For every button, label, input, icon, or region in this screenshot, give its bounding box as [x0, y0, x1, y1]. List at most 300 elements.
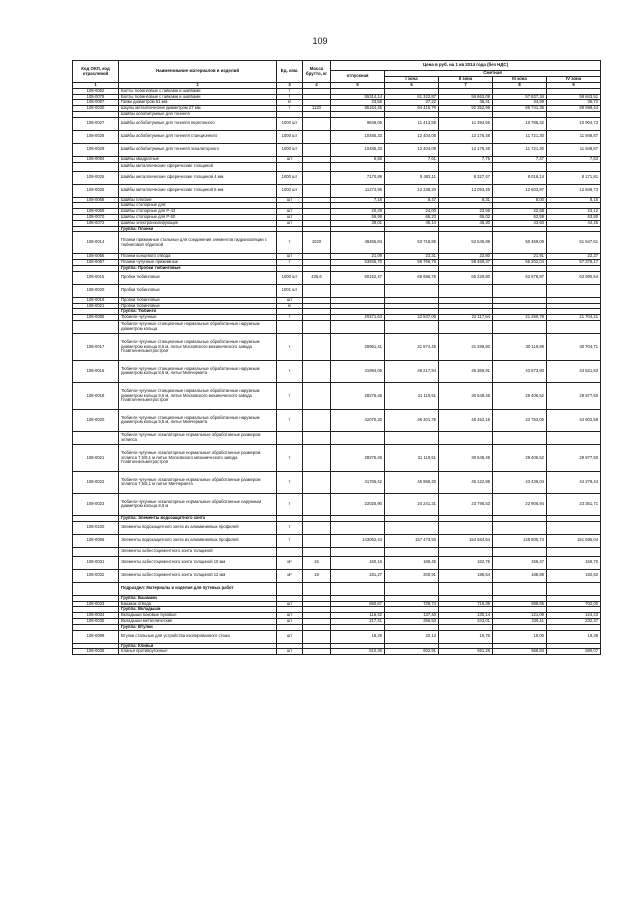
cell-name: Шайбы стопорные для:	[119, 203, 277, 209]
cell-zone-1-price: 66,23	[385, 214, 439, 220]
table-row	[73, 521, 601, 534]
cell-code: 108-0099	[73, 630, 119, 643]
cell-zone-4-price: 58 843,51	[547, 94, 601, 100]
cell-zone-1-price: 31 119,51	[385, 444, 439, 471]
cell-zone-3-price: 43 753,05	[493, 409, 547, 431]
cell-code: 108-0021	[73, 303, 119, 309]
cell-unit	[277, 320, 303, 333]
cell-zone-2-price	[439, 582, 493, 595]
cell-release-price: 10485,33	[331, 130, 385, 143]
cell-zone-3-price: 12 603,97	[493, 184, 547, 197]
cell-mass	[303, 534, 331, 547]
cell-zone-1-price: 31 874,45	[385, 333, 439, 360]
cell-zone-2-price: 22 117,64	[439, 315, 493, 321]
cell-zone-4-price	[547, 521, 601, 534]
cell-zone-4-price	[547, 547, 601, 556]
cell-name: Гайки диаметром 51 мм	[119, 100, 277, 106]
cell-zone-3-price: 188,89	[493, 569, 547, 582]
cell-mass	[303, 320, 331, 333]
header-mass: Масса брутто, кг	[303, 61, 331, 83]
cell-zone-3-price: 62 678,87	[493, 271, 547, 284]
cell-zone-3-price	[493, 162, 547, 171]
cell-zone-2-price: 591,28	[439, 649, 493, 655]
cell-code: 108-0069	[73, 209, 119, 215]
cell-zone-1-price: 13 338,20	[385, 184, 439, 197]
cell-zone-3-price	[493, 431, 547, 444]
cell-zone-2-price: 12 176,48	[439, 143, 493, 156]
cell-release-price: 28961,41	[331, 333, 385, 360]
section-row	[73, 582, 601, 595]
cell-zone-3-price: 29 406,52	[493, 444, 547, 471]
cell-release-price	[331, 582, 385, 595]
cell-zone-2-price: 715,39	[439, 601, 493, 607]
cell-release-price: 42070,20	[331, 409, 385, 431]
cell-zone-3-price: 121,09	[493, 613, 547, 619]
cell-zone-1-price: 31 119,51	[385, 382, 439, 409]
cell-zone-4-price: 232,37	[547, 618, 601, 624]
cell-unit: т	[277, 444, 303, 471]
cell-zone-3-price: 50 469,09	[493, 232, 547, 254]
cell-zone-3-price	[493, 521, 547, 534]
table-row	[73, 130, 601, 143]
cell-zone-2-price: 52 545,89	[439, 232, 493, 254]
cell-code: 108-0072	[73, 220, 119, 226]
cell-code: 108-0018	[73, 382, 119, 409]
cell-zone-3-price	[493, 284, 547, 297]
cell-name: Группа: Вкладыши	[119, 607, 277, 613]
cell-zone-4-price: 159,70	[547, 556, 601, 569]
cell-zone-1-price: 256,53	[385, 618, 439, 624]
cell-release-price: 53936,70	[331, 260, 385, 266]
table-row	[73, 271, 601, 284]
cell-zone-4-price: 29 977,50	[547, 444, 601, 471]
cell-unit: т	[277, 106, 303, 112]
column-number: 8	[493, 83, 547, 89]
cell-zone-3-price: 11 721,30	[493, 130, 547, 143]
table-row	[73, 184, 601, 197]
cell-zone-1-price: 166,45	[385, 556, 439, 569]
cell-name: Шайбы асбобитумные для тоннеля эскалаторного	[119, 143, 277, 156]
cell-code: 108-0028	[73, 130, 119, 143]
cell-mass	[303, 117, 331, 130]
cell-code: 108-0019	[73, 297, 119, 303]
cell-code: 108-0078	[73, 94, 119, 100]
cell-zone-1-price: 23,31	[385, 254, 439, 260]
cell-name: Пробки тюбинговые	[119, 284, 277, 297]
cell-zone-2-price: 22,80	[439, 254, 493, 260]
table-body	[73, 88, 601, 654]
cell-zone-4-price: 8 171,81	[547, 171, 601, 184]
cell-zone-2-price: 13 093,45	[439, 184, 493, 197]
cell-code: 108-0017	[73, 333, 119, 360]
cell-unit: т	[277, 260, 303, 266]
cell-unit: шт	[277, 156, 303, 162]
cell-name: Группа: Клинья	[119, 643, 277, 649]
cell-release-price: 7,18	[331, 197, 385, 203]
cell-zone-3-price: 148 805,74	[493, 534, 547, 547]
cell-zone-3-price: 43 436,04	[493, 471, 547, 493]
cell-name: Тюбинги чугунные эскалаторные нормальные обработанные наружным диаметром кольца 8,5 м	[119, 493, 277, 515]
table-row	[73, 320, 601, 333]
cell-zone-3-price: 10 785,32	[493, 117, 547, 130]
cell-unit: 1000 шт	[277, 184, 303, 197]
cell-zone-3-price	[493, 547, 547, 556]
cell-release-price	[331, 320, 385, 333]
cell-zone-1-price: 94 415,79	[385, 106, 439, 112]
header-zone-4: IV зона	[547, 77, 601, 83]
cell-name: Тюбинги чугунные эскалаторные нормальные обработанные размером эллипса 7,5/8,1 м литье Московского механического завода Главтоннельметростроя	[119, 444, 277, 471]
cell-zone-4-price: 51 547,61	[547, 232, 601, 254]
cell-unit: шт	[277, 613, 303, 619]
cell-release-price: 11274,95	[331, 184, 385, 197]
table-row	[73, 117, 601, 130]
cell-code	[73, 320, 119, 333]
cell-name: Группа: Тюбинги	[119, 309, 277, 315]
table-row	[73, 493, 601, 515]
column-number: 2	[119, 83, 277, 89]
cell-zone-4-price: 8,15	[547, 197, 601, 203]
cell-zone-3-price: 156,47	[493, 556, 547, 569]
cell-zone-4-price: 7,63	[547, 156, 601, 162]
cell-zone-4-price: 11 948,87	[547, 143, 601, 156]
cell-name: Шайбы асбобитумные для тоннеля	[119, 111, 277, 117]
cell-unit: т	[277, 232, 303, 254]
cell-zone-3-price: 7,47	[493, 156, 547, 162]
cell-code: 108-0016	[73, 360, 119, 382]
cell-code: 108-0056	[73, 534, 119, 547]
cell-name: Группа: Башмаки	[119, 595, 277, 601]
cell-zone-4-price: 10 904,73	[547, 117, 601, 130]
cell-unit: 1000 шт	[277, 130, 303, 143]
cell-zone-4-price: 89 598,44	[547, 106, 601, 112]
cell-unit: шт	[277, 197, 303, 203]
cell-zone-2-price: 196,54	[439, 569, 493, 582]
cell-release-price: 55314,14	[331, 94, 385, 100]
cell-zone-1-price: 66 686,78	[385, 271, 439, 284]
cell-zone-2-price: 45 452,19	[439, 409, 493, 431]
cell-code: 108-0023	[73, 493, 119, 515]
cell-zone-2-price	[439, 162, 493, 171]
cell-zone-4-price: 63,80	[547, 214, 601, 220]
cell-code: 108-0062	[73, 88, 119, 94]
cell-name: Группа: Втулки	[119, 624, 277, 630]
cell-zone-1-price: 12 404,08	[385, 130, 439, 143]
cell-zone-4-price: 23 351,71	[547, 493, 601, 515]
cell-name: Элементы асбестоцементного зонта толщиной 12 мм	[119, 569, 277, 582]
cell-name: Тюбинги чугунные станционные нормальные обработанные наружным диаметром кольца	[119, 320, 277, 333]
header-zone-3: III зона	[493, 77, 547, 83]
cell-zone-4-price	[547, 320, 601, 333]
cell-mass	[303, 184, 331, 197]
cell-unit: т	[277, 493, 303, 515]
cell-name: Шайбы квадратные	[119, 156, 277, 162]
price-table-container	[72, 60, 600, 655]
cell-zone-4-price: 192,82	[547, 569, 601, 582]
cell-release-price: 33,58	[331, 100, 385, 106]
cell-zone-2-price	[439, 547, 493, 556]
cell-code: 108-0067	[73, 260, 119, 266]
cell-name: Планки чугунные прижимные	[119, 260, 277, 266]
cell-unit: шт	[277, 297, 303, 303]
cell-name: Шкулы металлические диаметром 27 мм	[119, 106, 277, 112]
cell-mass	[303, 471, 331, 493]
cell-unit: т	[277, 315, 303, 321]
cell-zone-1-price	[385, 547, 439, 556]
cell-mass: 16	[303, 556, 331, 569]
cell-mass	[303, 360, 331, 382]
cell-mass	[303, 171, 331, 184]
cell-release-price: 150,16	[331, 556, 385, 569]
cell-code: 108-0036	[73, 649, 119, 655]
cell-unit: 1001 шт	[277, 284, 303, 297]
cell-release-price: 217,41	[331, 618, 385, 624]
cell-unit: шт	[277, 630, 303, 643]
cell-zone-1-price: 46,14	[385, 220, 439, 226]
cell-zone-2-price	[439, 521, 493, 534]
cell-zone-4-price: 29 977,50	[547, 382, 601, 409]
cell-zone-3-price: 568,84	[493, 649, 547, 655]
cell-mass	[303, 521, 331, 534]
cell-zone-2-price: 65 229,80	[439, 271, 493, 284]
cell-zone-2-price: 65,02	[439, 214, 493, 220]
cell-zone-1-price: 7,61	[385, 156, 439, 162]
cell-zone-1-price: 8 483,11	[385, 171, 439, 184]
cell-zone-3-price: 11 721,30	[493, 143, 547, 156]
cell-mass	[303, 582, 331, 595]
cell-code: 108-0029	[73, 143, 119, 156]
cell-name: Тюбинги чугунные станционные нормальные обработанные наружным диаметром кольца 8,5 м, литье Московского механического завода Главтоннельметростроя	[119, 333, 277, 360]
cell-release-price: 650,67	[331, 601, 385, 607]
cell-release-price: 510,36	[331, 649, 385, 655]
column-number: 1	[73, 83, 119, 89]
cell-zone-4-price: 12 848,73	[547, 184, 601, 197]
cell-unit: шт	[277, 220, 303, 226]
cell-zone-2-price	[439, 284, 493, 297]
cell-unit: т	[277, 360, 303, 382]
cell-zone-2-price: 23,56	[439, 209, 493, 215]
cell-zone-2-price: 58 469,37	[439, 260, 493, 266]
cell-mass: 1020	[303, 232, 331, 254]
cell-mass	[303, 431, 331, 444]
cell-zone-1-price: 22 537,06	[385, 315, 439, 321]
cell-zone-4-price: 19,38	[547, 630, 601, 643]
cell-code: 108-0014	[73, 232, 119, 254]
cell-zone-1-price: 200,91	[385, 569, 439, 582]
cell-name: Пробки тюбинговые	[119, 303, 277, 309]
cell-mass	[303, 333, 331, 360]
cell-zone-4-price: 580,07	[547, 649, 601, 655]
cell-unit: кг	[277, 100, 303, 106]
cell-zone-2-price: 31 289,60	[439, 333, 493, 360]
cell-name: Элементы асбестоцементного зонта толщиной 10 мм	[119, 556, 277, 569]
column-number: 7	[439, 83, 493, 89]
cell-zone-4-price: 702,00	[547, 601, 601, 607]
cell-name: Элементы водозащитного зонта из алюминиевых профилей	[119, 534, 277, 547]
cell-release-price	[331, 547, 385, 556]
cell-name: Шайбы стопорные для Р-50	[119, 214, 277, 220]
table-row	[73, 284, 601, 297]
cell-name: Шайбы металлические сферические толщиной 4 мм	[119, 171, 277, 184]
cell-unit: т	[277, 534, 303, 547]
cell-code: 108-0021	[73, 444, 119, 471]
cell-mass	[303, 630, 331, 643]
cell-code: 108-0020	[73, 284, 119, 297]
cell-code: 108-0068	[73, 197, 119, 203]
cell-zone-4-price: 124,43	[547, 613, 601, 619]
cell-zone-4-price: 23,12	[547, 209, 601, 215]
cell-zone-4-price	[547, 162, 601, 171]
cell-zone-1-price: 8,47	[385, 197, 439, 203]
cell-release-price: 20,29	[331, 209, 385, 215]
cell-mass: 19	[303, 569, 331, 582]
cell-code: 108-0031	[73, 556, 119, 569]
cell-release-price: 28275,48	[331, 444, 385, 471]
cell-name: Планки концевого отвода	[119, 254, 277, 260]
cell-zone-3-price	[493, 582, 547, 595]
cell-name: Шайбы металлические сферические толщиной 6 мм	[119, 184, 277, 197]
cell-zone-4-price: 151 695,04	[547, 534, 601, 547]
cell-unit: шт	[277, 209, 303, 215]
cell-zone-4-price: 44,45	[547, 220, 601, 226]
cell-release-price: 6,58	[331, 156, 385, 162]
cell-name: Шайбы электроизолирующие	[119, 220, 277, 226]
cell-code: 108-0025	[73, 171, 119, 184]
cell-zone-3-price: 21 290,78	[493, 315, 547, 321]
header-zone-2: II зона	[439, 77, 493, 83]
cell-unit: 1000 шт	[277, 271, 303, 284]
cell-zone-3-price: 8 016,14	[493, 171, 547, 184]
cell-zone-1-price: 728,74	[385, 601, 439, 607]
cell-zone-2-price: 19,76	[439, 630, 493, 643]
cell-release-price: 21,09	[331, 254, 385, 260]
cell-name: Пробки тюбинговые	[119, 271, 277, 284]
cell-zone-2-price: 30 548,48	[439, 444, 493, 471]
cell-zone-1-price	[385, 582, 439, 595]
table-row	[73, 444, 601, 471]
cell-unit	[277, 162, 303, 171]
cell-zone-2-price: 23 796,53	[439, 493, 493, 515]
cell-name: Тюбинги чугунные станционные нормальные обработанные наружным диаметром кольца 8,5 м, литье Минчермета	[119, 360, 277, 382]
page-number: 109	[312, 36, 328, 46]
cell-zone-2-price	[439, 431, 493, 444]
cell-code	[73, 582, 119, 595]
cell-zone-1-price	[385, 162, 439, 171]
cell-release-price: 28275,48	[331, 382, 385, 409]
table-row	[73, 547, 601, 556]
cell-unit: 1000 шт	[277, 171, 303, 184]
header-code: Код ОКП, код отраслевой	[73, 61, 119, 83]
table-row	[73, 360, 601, 382]
cell-zone-2-price: 30 548,48	[439, 382, 493, 409]
cell-code: 108-0030	[73, 106, 119, 112]
cell-unit: т	[277, 333, 303, 360]
column-number: 3	[277, 83, 303, 89]
header-release-price: отпускная	[331, 71, 385, 83]
cell-name: Шайбы металлические сферические толщиной	[119, 162, 277, 171]
cell-zone-2-price: 45 369,91	[439, 360, 493, 382]
cell-zone-2-price: 45,30	[439, 220, 493, 226]
cell-zone-3-price: 57 837,34	[493, 94, 547, 100]
cell-name: Вкладыши металлические	[119, 618, 277, 624]
cell-zone-1-price: 24,00	[385, 209, 439, 215]
cell-zone-1-price: 12 404,08	[385, 143, 439, 156]
cell-code: 108-0020	[73, 409, 119, 431]
cell-zone-3-price: 29 406,52	[493, 382, 547, 409]
cell-zone-4-price: 35,72	[547, 100, 601, 106]
cell-zone-4-price: 44 521,83	[547, 360, 601, 382]
cell-unit	[277, 582, 303, 595]
cell-mass: 1120	[303, 106, 331, 112]
cell-code: 108-0027	[73, 117, 119, 130]
cell-zone-2-price: 36,41	[439, 100, 493, 106]
cell-name: Болты тюбинговые с гайками и шайбами	[119, 94, 277, 100]
cell-zone-3-price: 21,91	[493, 254, 547, 260]
cell-zone-2-price: 12 176,48	[439, 130, 493, 143]
cell-zone-2-price: 7,75	[439, 156, 493, 162]
table-row	[73, 556, 601, 569]
cell-release-price: 60152,47	[331, 271, 385, 284]
cell-unit: т	[277, 409, 303, 431]
cell-release-price: 181,27	[331, 569, 385, 582]
table-row	[73, 143, 601, 156]
cell-release-price: 55,99	[331, 214, 385, 220]
cell-zone-1-price	[385, 320, 439, 333]
cell-name: Шайбы стопорные для Р-43	[119, 209, 277, 215]
cell-release-price	[331, 431, 385, 444]
cell-zone-2-price: 11 394,55	[439, 117, 493, 130]
cell-code: 108-0100	[73, 521, 119, 534]
cell-name: Тюбинги чугунные станционные нормальные обработанные наружным диаметром кольца 9,5 м, литье Минчермета	[119, 409, 277, 431]
cell-mass	[303, 284, 331, 297]
cell-code: 108-0032	[73, 569, 119, 582]
cell-unit	[277, 547, 303, 556]
cell-zone-1-price: 46 217,94	[385, 360, 439, 382]
cell-release-price: 18,29	[331, 630, 385, 643]
cell-zone-1-price	[385, 521, 439, 534]
cell-name: Болты тюбинговые с гайками и шайбами	[119, 88, 277, 94]
cell-zone-1-price: 59 766,79	[385, 260, 439, 266]
cell-zone-2-price: 45 122,88	[439, 471, 493, 493]
cell-zone-1-price: 53 718,85	[385, 232, 439, 254]
cell-unit: т	[277, 471, 303, 493]
cell-name: Тюбинги чугунные эскалаторные нормальные обработанные размером эллипса 7,5/8,1 м литье Минчермета	[119, 471, 277, 493]
cell-name: Башмак отвода	[119, 601, 277, 607]
column-number: 6	[385, 83, 439, 89]
cell-code	[73, 547, 119, 556]
cell-zone-1-price: 20,13	[385, 630, 439, 643]
cell-zone-4-price: 21 704,21	[547, 315, 601, 321]
cell-zone-4-price	[547, 431, 601, 444]
cell-zone-4-price	[547, 284, 601, 297]
cell-zone-3-price: 688,65	[493, 601, 547, 607]
cell-unit: м²	[277, 556, 303, 569]
cell-mass	[303, 493, 331, 515]
cell-unit: м²	[277, 569, 303, 582]
cell-zone-2-price: 8,31	[439, 197, 493, 203]
table-row	[73, 649, 601, 655]
table-row	[73, 471, 601, 493]
cell-zone-3-price: 8,00	[493, 197, 547, 203]
cell-code: 108-0022	[73, 471, 119, 493]
cell-zone-1-price: 11 413,59	[385, 117, 439, 130]
table-row	[73, 569, 601, 582]
cell-zone-1-price: 24 241,31	[385, 493, 439, 515]
cell-zone-1-price: 61 322,87	[385, 94, 439, 100]
header-unit: Ед. изм.	[277, 61, 303, 83]
cell-name: Тюбинги чугунные эскалаторные нормальные обработанные размером эллипса	[119, 431, 277, 444]
cell-name: Шайбы асбобитумные для тоннеля перегонного	[119, 117, 277, 130]
cell-code	[73, 431, 119, 444]
